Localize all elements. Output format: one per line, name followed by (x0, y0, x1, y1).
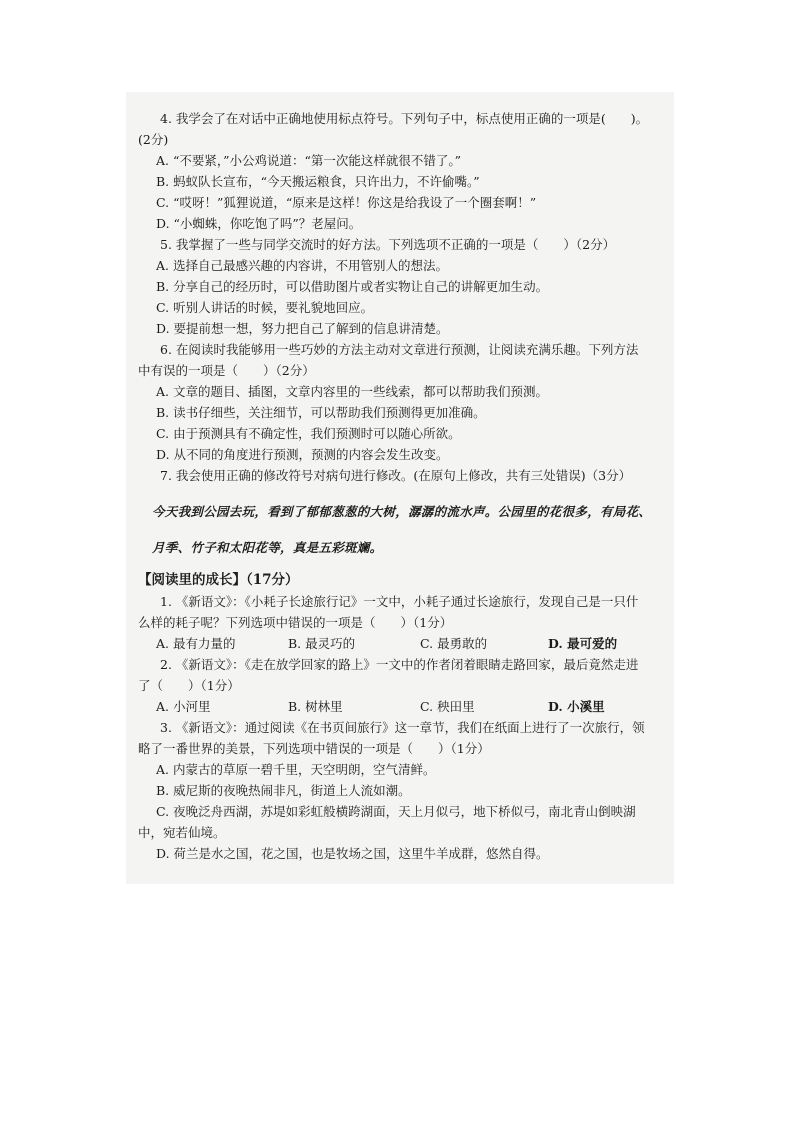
r2-option-b: B. 树林里 (288, 699, 343, 714)
q6-option-b: B. 读书仔细些，关注细节，可以帮助我们预测得更加准确。 (156, 405, 486, 420)
r1-option-b: B. 最灵巧的 (288, 636, 356, 651)
q5-option-b: B. 分享自己的经历时，可以借助图片或者实物让自己的讲解更加生动。 (156, 279, 549, 294)
q4-option-a: A. “不要紧，”小公鸡说道：“第一次能这样就很不错了。” (156, 153, 462, 168)
r3-option-c-cont: 中，宛若仙境。 (138, 825, 226, 840)
q4-option-c: C. “哎呀！”狐狸说道，“原来是这样！你这是给我设了一个圈套啊！” (156, 195, 537, 210)
q7-sentence-line-1: 今天我到公园去玩，看到了郁郁葱葱的大树，潺潺的流水声。公园里的花很多，有局花、 (152, 504, 652, 519)
section-title: 【阅读里的成长】（17分） (138, 572, 299, 588)
q6-stem: 6. 在阅读时我能够用一些巧妙的方法主动对文章进行预测，让阅读充满乐趣。下列方法 (160, 342, 639, 357)
r2-option-d: D. 小溪里 (548, 699, 605, 714)
r3-option-d: D. 荷兰是水之国，花之国，也是牧场之国，这里牛羊成群，悠然自得。 (156, 846, 549, 861)
r3-option-b: B. 威尼斯的夜晚热闹非凡，街道上人流如潮。 (156, 783, 411, 798)
r1-option-a: A. 最有力量的 (156, 636, 236, 651)
r3-stem: 3. 《新语文》：通过阅读《在书页间旅行》这一章节，我们在纸面上进行了一次旅行，领 (160, 720, 645, 735)
r2-option-c: C. 秧田里 (420, 699, 475, 714)
r1-options (138, 633, 668, 654)
q7-sentence-line-2: 月季、竹子和太阳花等，真是五彩斑斓。 (152, 540, 383, 555)
r2-options (138, 696, 668, 717)
q5-option-d: D. 要提前想一想，努力把自己了解到的信息讲清楚。 (156, 321, 449, 336)
q5-option-c: C. 听别人讲话的时候，要礼貌地回应。 (156, 300, 374, 315)
q4-stem: 4. 我学会了在对话中正确地使用标点符号。下列句子中，标点使用正确的一项是( )。 (160, 111, 649, 126)
r1-option-c: C. 最勇敢的 (420, 636, 488, 651)
r2-stem: 2. 《新语文》：《走在放学回家的路上》一文中的作者闭着眼睛走路回家，最后竟然走进 (160, 657, 639, 672)
q6-option-a: A. 文章的题目、插图，文章内容里的一些线索，都可以帮助我们预测。 (156, 384, 548, 399)
r3-option-a: A. 内蒙古的草原一碧千里，天空明朗，空气清鲜。 (156, 762, 436, 777)
r3-stem-cont: 略了一番世界的美景，下列选项中错误的一项是（ ）（1分） (138, 741, 490, 756)
q6-option-c: C. 由于预测具有不确定性，我们预测时可以随心所欲。 (156, 426, 461, 441)
r2-option-a: A. 小河里 (156, 699, 211, 714)
q4-option-b: B. 蚂蚁队长宣布，“今天搬运粮食，只许出力，不许偷嘴。” (156, 174, 480, 189)
q4-score: (2分) (138, 132, 169, 147)
r1-stem: 1. 《新语文》：《小耗子长途旅行记》一文中，小耗子通过长途旅行，发现自己是一只什 (160, 594, 639, 609)
q5-option-a: A. 选择自己最感兴趣的内容讲，不用管别人的想法。 (156, 258, 448, 273)
question-content (138, 108, 668, 864)
r3-option-c: C. 夜晚泛舟西湖，苏堤如彩虹般横跨湖面，天上月似弓，地下桥似弓，南北青山倒映湖 (156, 804, 636, 819)
q6-stem-cont: 中有误的一项是（ ）（2分） (138, 363, 315, 378)
q6-option-d: D. 从不同的角度进行预测，预测的内容会发生改变。 (156, 447, 449, 462)
q5-stem: 5. 我掌握了一些与同学交流时的好方法。下列选项不正确的一项是（ ）（2分） (160, 237, 616, 252)
r1-stem-cont: 么样的耗子呢？下列选项中错误的一项是（ ）（1分） (138, 615, 453, 630)
q7-stem: 7. 我会使用正确的修改符号对病句进行修改。(在原句上修改，共有三处错误)（3分） (160, 468, 632, 483)
r2-stem-cont: 了（ ）（1分） (138, 678, 240, 693)
r1-option-d: D. 最可爱的 (548, 636, 618, 651)
q4-option-d: D. “小蜘蛛，你吃饱了吗”？老屋问。 (156, 216, 362, 231)
